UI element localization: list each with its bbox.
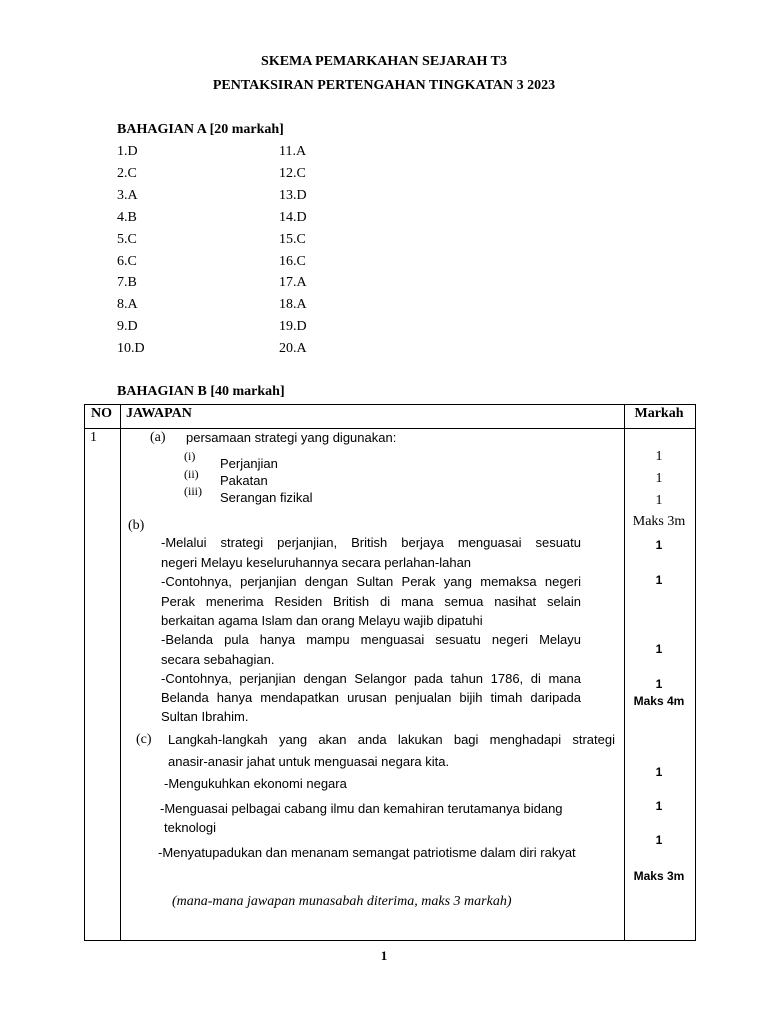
answer-key-item: 16.C xyxy=(279,253,306,269)
part-a-question: persamaan strategi yang digunakan: xyxy=(186,430,397,445)
answer-key-item: 20.A xyxy=(279,341,307,357)
table-column-divider-1 xyxy=(120,404,121,941)
part-c-max-marks: Maks 3m xyxy=(633,869,685,883)
part-c-mark-2: 1 xyxy=(655,799,663,813)
part-a-item-1-text: Perjanjian xyxy=(220,456,278,471)
part-b-answer-line: -Belanda pula hanya mampu menguasai sesuatu negeri Melayu xyxy=(161,632,581,647)
part-c-point-1: -Mengukuhkan ekonomi negara xyxy=(164,776,347,791)
question-number: 1 xyxy=(90,430,97,445)
answer-key-item: 14.D xyxy=(279,209,307,225)
answer-key-item: 8.A xyxy=(117,297,138,313)
answer-key-item: 18.A xyxy=(279,297,307,313)
part-b-answer-line: Sultan Ibrahim. xyxy=(161,709,249,724)
part-b-answer-line: -Melalui strategi perjanjian, British berjaya menguasai sesuatu xyxy=(161,535,581,550)
part-c-mark-3: 1 xyxy=(655,833,663,847)
part-c-question-line-2: anasir-anasir jahat untuk menguasai negara kita. xyxy=(168,754,450,769)
table-border-left xyxy=(84,404,85,941)
part-a-item-3-number: (iii) xyxy=(184,484,202,498)
part-c-point-3: -Menyatupadukan dan menanam semangat patriotisme dalam diri rakyat xyxy=(158,845,576,860)
answer-key-item: 1.D xyxy=(117,144,138,159)
answer-key-item: 5.C xyxy=(117,231,137,247)
part-a-mark-2: 1 xyxy=(655,471,663,486)
part-a-item-2-number: (ii) xyxy=(184,467,199,481)
part-c-mark-1: 1 xyxy=(655,765,663,779)
answer-key-item: 3.A xyxy=(117,187,138,203)
part-b-mark-2: 1 xyxy=(655,573,663,587)
part-c-note: (mana-mana jawapan munasabah diterima, maks 3 markah) xyxy=(172,894,512,909)
part-b-mark-1: 1 xyxy=(655,538,663,552)
part-a-item-3-text: Serangan fizikal xyxy=(220,490,313,505)
table-border-top xyxy=(84,404,696,405)
part-c-point-2: -Menguasai pelbagai cabang ilmu dan kemahiran terutamanya bidang xyxy=(160,801,563,816)
part-b-answer-line: Belanda hanya mendapatkan urusan penjualan bijih timah daripada xyxy=(161,690,581,705)
table-header-marks: Markah xyxy=(634,406,684,421)
answer-key-item: 15.C xyxy=(279,231,306,247)
page-number: 1 xyxy=(380,948,388,963)
part-a-mark-3: 1 xyxy=(655,493,663,508)
part-a-item-2-text: Pakatan xyxy=(220,473,268,488)
part-b-answer-line: Perak menerima Residen British di mana semua nasihat selain xyxy=(161,594,581,609)
part-c-question-line-1: Langkah-langkah yang akan anda lakukan bagi menghadapi strategi xyxy=(168,732,615,747)
section-b-heading: BAHAGIAN B [40 markah] xyxy=(117,384,285,399)
part-b-max-marks: Maks 4m xyxy=(633,694,685,708)
table-border-bottom xyxy=(84,940,696,941)
part-b-answer-line: negeri Melayu keseluruhannya secara perlahan-lahan xyxy=(161,555,472,570)
answer-key-item: 6.C xyxy=(117,253,137,269)
document-subtitle: PENTAKSIRAN PERTENGAHAN TINGKATAN 3 2023 xyxy=(212,78,556,93)
part-a-label: (a) xyxy=(150,430,166,445)
answer-key-item: 10.D xyxy=(117,341,145,357)
part-a-max-marks: Maks 3m xyxy=(632,514,686,529)
table-header-no: NO xyxy=(91,406,112,421)
table-border-right xyxy=(695,404,696,941)
answer-key-item: 13.D xyxy=(279,187,307,203)
part-b-mark-4: 1 xyxy=(655,677,663,691)
part-b-answer-line: -Contohnya, perjanjian dengan Selangor pada tahun 1786, di mana xyxy=(161,671,581,686)
part-c-point-2-continued: teknologi xyxy=(164,820,217,835)
answer-key-item: 19.D xyxy=(279,319,307,335)
document-title: SKEMA PEMARKAHAN SEJARAH T3 xyxy=(261,54,507,69)
part-b-mark-3: 1 xyxy=(655,642,663,656)
answer-key-item: 4.B xyxy=(117,209,137,225)
part-b-answer-line: secara sebahagian. xyxy=(161,652,275,667)
part-c-label: (c) xyxy=(136,732,152,747)
part-b-label: (b) xyxy=(128,518,145,533)
section-a-heading: BAHAGIAN A [20 markah] xyxy=(117,122,284,137)
part-a-mark-1: 1 xyxy=(655,449,663,464)
answer-key-item: 12.C xyxy=(279,165,306,181)
table-header-answer: JAWAPAN xyxy=(126,406,192,421)
answer-key-item: 9.D xyxy=(117,319,138,335)
part-b-answer-line: berkaitan agama Islam dan orang Melayu wajib dipatuhi xyxy=(161,613,483,628)
answer-key-item: 2.C xyxy=(117,165,137,181)
answer-key-item: 7.B xyxy=(117,275,137,291)
table-header-divider xyxy=(84,428,696,429)
answer-key-item: 17.A xyxy=(279,275,307,291)
part-a-item-1-number: (i) xyxy=(184,449,196,463)
part-b-answer-line: -Contohnya, perjanjian dengan Sultan Perak yang memaksa negeri xyxy=(161,574,581,589)
answer-key-item: 11.A xyxy=(279,144,307,159)
